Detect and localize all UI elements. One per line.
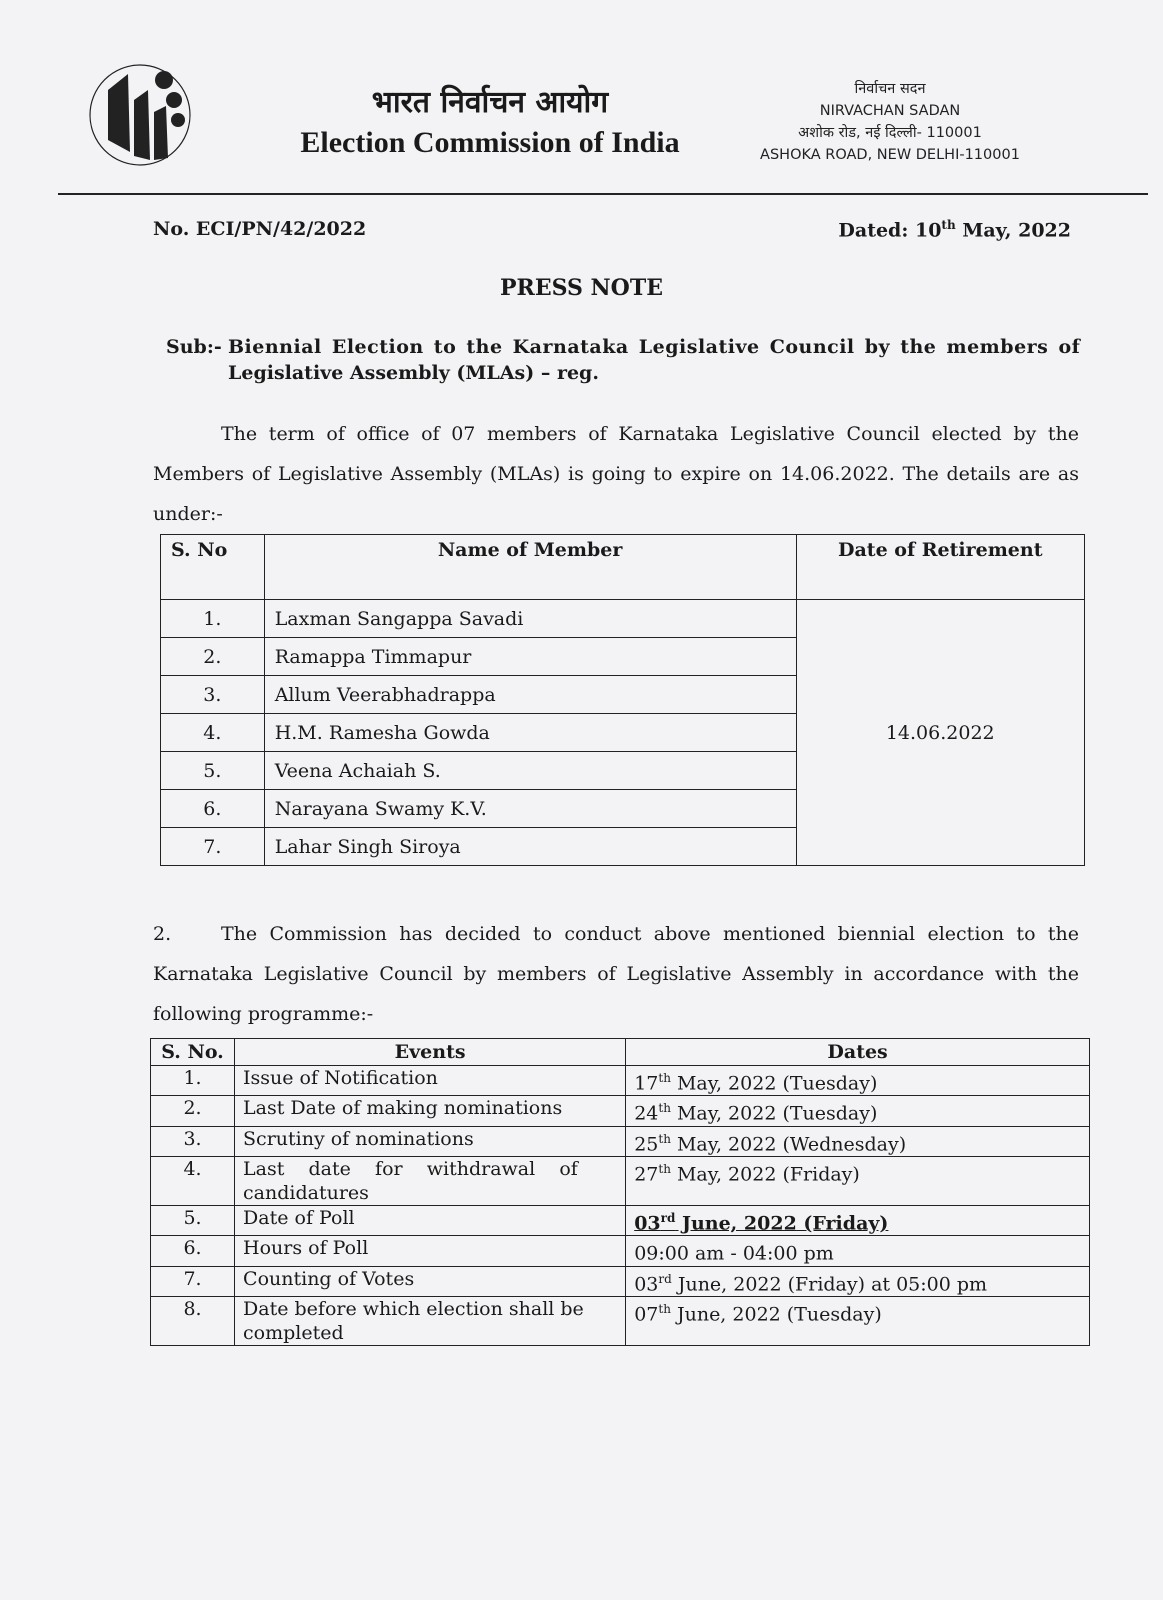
cell-name: H.M. Ramesha Gowda (264, 714, 796, 752)
date-rest: June, 2022 (Friday) (675, 1212, 889, 1235)
cell-date (626, 1236, 1090, 1266)
cell-sno: 2. (151, 1096, 235, 1126)
cell-sno: 7. (151, 1266, 235, 1296)
table-row (151, 1236, 1090, 1266)
table-header-row (151, 1039, 1090, 1066)
cell-sno: 6. (151, 1236, 235, 1266)
cell-event: Scrutiny of nominations (235, 1126, 626, 1156)
paragraph-2-text: The Commission has decided to conduct above mentioned biennial election to the Karnataka Legislative Council by members of Legislative Assembly in accordance with the following programme:- (153, 923, 1079, 1025)
col-header-sno: S. No (161, 535, 265, 600)
title-english: Election Commission of India (300, 126, 680, 159)
date-day: 03 (634, 1212, 661, 1235)
cell-sno: 2. (161, 638, 265, 676)
cell-event: Last Date of making nominations (235, 1096, 626, 1126)
reference-number: No. ECI/PN/42/2022 (153, 218, 367, 240)
address-block (730, 78, 1050, 166)
date-sup: th (658, 1101, 671, 1116)
table-row (151, 1156, 1090, 1205)
table-row (151, 1066, 1090, 1096)
cell-event: Last date for withdrawal of candidatures (235, 1156, 626, 1205)
cell-retirement-date: 14.06.2022 (796, 600, 1085, 866)
subject-line-1: Biennial Election to the Karnataka Legislative Council by the members of (228, 336, 1081, 358)
address-line: निर्वाचन सदन (854, 81, 926, 97)
table-row (161, 600, 1085, 638)
cell-event: Date before which election shall be completed (235, 1296, 626, 1345)
cell-date (626, 1266, 1090, 1296)
table-row (151, 1296, 1090, 1345)
paragraph-2-number: 2. (153, 923, 172, 945)
cell-date (626, 1156, 1090, 1205)
date-day: 25 (634, 1132, 659, 1155)
cell-date (626, 1096, 1090, 1126)
date-rest: May, 2022 (Wednesday) (670, 1132, 907, 1155)
cell-event: Issue of Notification (235, 1066, 626, 1096)
cell-sno: 3. (151, 1126, 235, 1156)
date-rest: June, 2022 (Friday) at 05:00 pm (671, 1272, 988, 1295)
date-day: 09:00 am - 04:00 pm (634, 1242, 834, 1265)
cell-name: Veena Achaiah S. (264, 752, 796, 790)
header-divider (58, 193, 1148, 195)
dated (838, 218, 1071, 241)
schedule-table (150, 1038, 1090, 1346)
date-day: 03 (634, 1272, 659, 1295)
date-sup: th (658, 1161, 671, 1176)
title-hindi: भारत निर्वाचन आयोग (371, 85, 609, 120)
table-row (151, 1096, 1090, 1126)
eci-logo (78, 60, 208, 170)
cell-sno: 6. (161, 790, 265, 828)
dated-sup: th (941, 218, 956, 232)
cell-name: Allum Veerabhadrappa (264, 676, 796, 714)
paragraph-2 (153, 914, 1079, 1034)
address-line: ASHOKA ROAD, NEW DELHI-110001 (760, 147, 1020, 163)
cell-name: Narayana Swamy K.V. (264, 790, 796, 828)
date-day: 24 (634, 1102, 659, 1125)
subject-label: Sub:- (166, 336, 222, 358)
table-row (151, 1126, 1090, 1156)
subject-line-2: Legislative Assembly (MLAs) – reg. (228, 362, 599, 384)
date-rest: May, 2022 (Friday) (670, 1163, 860, 1186)
paragraph-1: The term of office of 07 members of Karnataka Legislative Council elected by the Members of Legislative Assembly (MLAs) is going to expire on 14.06.2022. The details are as under:- (153, 423, 1079, 525)
cell-event: Counting of Votes (235, 1266, 626, 1296)
cell-sno: 1. (161, 600, 265, 638)
cell-date (626, 1066, 1090, 1096)
header-title (270, 85, 710, 163)
date-sup: th (658, 1301, 671, 1316)
cell-sno: 4. (151, 1156, 235, 1205)
cell-date (626, 1205, 1090, 1235)
cell-name: Lahar Singh Siroya (264, 828, 796, 866)
col-header-date: Date of Retirement (796, 535, 1085, 600)
address-line: अशोक रोड, नई दिल्ली- 110001 (798, 125, 982, 141)
members-table (160, 534, 1085, 866)
subject (166, 334, 1088, 386)
date-day: 17 (634, 1072, 659, 1095)
cell-sno: 3. (161, 676, 265, 714)
cell-event: Date of Poll (235, 1205, 626, 1235)
cell-sno: 7. (161, 828, 265, 866)
cell-name: Ramappa Timmapur (264, 638, 796, 676)
col-header-sno: S. No. (151, 1039, 235, 1066)
col-header-dates: Dates (626, 1039, 1090, 1066)
cell-date (626, 1296, 1090, 1345)
date-day: 27 (634, 1163, 659, 1186)
cell-name: Laxman Sangappa Savadi (264, 600, 796, 638)
date-sup: th (658, 1071, 671, 1085)
cell-sno: 8. (151, 1296, 235, 1345)
address-line: NIRVACHAN SADAN (819, 103, 961, 119)
table-row (151, 1266, 1090, 1296)
table-row (151, 1205, 1090, 1235)
date-rest: May, 2022 (Tuesday) (670, 1102, 878, 1125)
date-sup: rd (658, 1271, 672, 1286)
table-header-row (161, 535, 1085, 600)
date-day: 07 (634, 1303, 659, 1326)
cell-event: Hours of Poll (235, 1236, 626, 1266)
cell-date (626, 1126, 1090, 1156)
col-header-events: Events (235, 1039, 626, 1066)
date-sup: th (658, 1131, 671, 1146)
cell-sno: 5. (161, 752, 265, 790)
cell-sno: 5. (151, 1205, 235, 1235)
dated-prefix: Dated: 10 (838, 219, 942, 242)
date-rest: May, 2022 (Tuesday) (670, 1072, 878, 1095)
cell-sno: 1. (151, 1066, 235, 1096)
dated-suffix: May, 2022 (955, 219, 1071, 242)
col-header-name: Name of Member (264, 535, 796, 600)
cell-sno: 4. (161, 714, 265, 752)
date-rest: June, 2022 (Tuesday) (670, 1303, 882, 1326)
press-note-title: PRESS NOTE (500, 275, 663, 301)
date-sup: rd (660, 1210, 676, 1225)
